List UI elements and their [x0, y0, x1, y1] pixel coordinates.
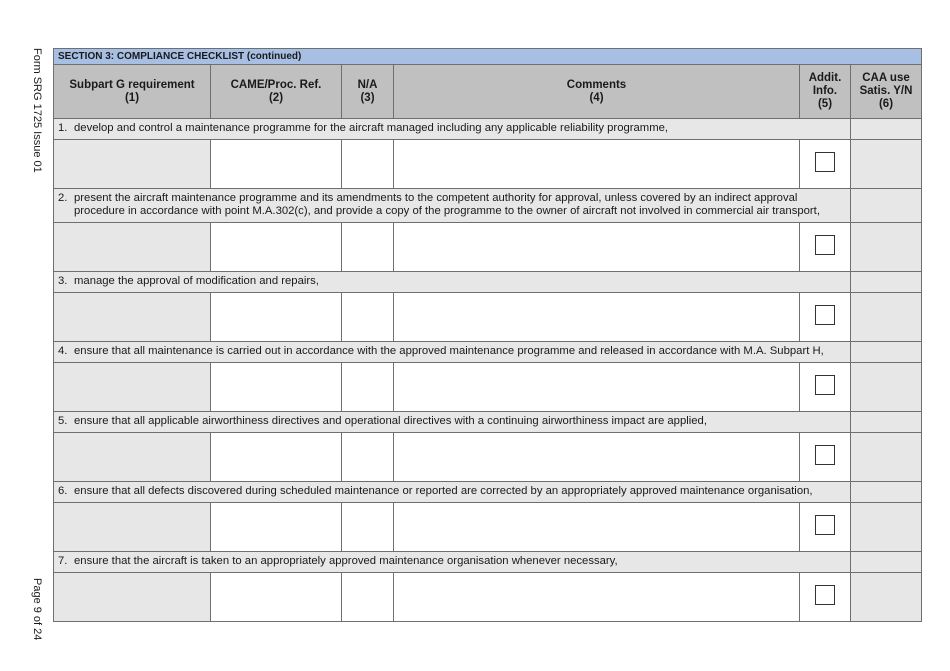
comments-field-input[interactable]: [394, 433, 799, 481]
requirement-text-cell: [54, 482, 851, 503]
caa-satis-cell: [851, 573, 922, 622]
column-header-caa-use-satis: [851, 65, 922, 119]
comments-field-input[interactable]: [394, 573, 799, 621]
comments-field-input[interactable]: [394, 293, 799, 341]
requirement-text: manage the approval of modification and repairs,: [74, 275, 319, 287]
n-a-field[interactable]: [342, 503, 394, 552]
answer-row: [54, 223, 922, 272]
caa-use-cell: [851, 552, 922, 573]
n-a-field[interactable]: [342, 363, 394, 412]
addit-info-cell: [800, 140, 851, 189]
comments-field-input[interactable]: [394, 223, 799, 271]
comments-field[interactable]: [394, 433, 800, 482]
requirement-number: 2.: [58, 192, 68, 204]
column-title: Addit. Info.: [808, 72, 842, 97]
caa-satis-cell: [851, 223, 922, 272]
answer-row: [54, 503, 922, 552]
caa-use-cell: [851, 412, 922, 433]
answer-row: [54, 140, 922, 189]
requirement-blank-cell: [54, 140, 211, 189]
caa-satis-cell: [851, 363, 922, 412]
requirement-row: [54, 552, 922, 573]
came-proc-ref-field[interactable]: [211, 223, 342, 272]
n-a-field-input[interactable]: [342, 223, 393, 271]
requirement-blank-cell: [54, 223, 211, 272]
comments-field[interactable]: [394, 363, 800, 412]
came-proc-ref-field[interactable]: [211, 573, 342, 622]
requirement-row: [54, 342, 922, 363]
requirement-text-cell: [54, 272, 851, 293]
came-proc-ref-field-input[interactable]: [211, 573, 341, 621]
requirement-number: 1.: [58, 122, 68, 134]
requirement-row: [54, 272, 922, 293]
comments-field[interactable]: [394, 140, 800, 189]
requirement-row: [54, 482, 922, 503]
addit-info-cell: [800, 363, 851, 412]
caa-use-cell: [851, 272, 922, 293]
comments-field[interactable]: [394, 223, 800, 272]
requirement-text: ensure that all defects discovered during scheduled maintenance or reported are corrected by an appropriately approved maintenance organisation,: [74, 485, 813, 497]
comments-field-input[interactable]: [394, 363, 799, 411]
addit-info-cell: [800, 433, 851, 482]
addit-info-checkbox[interactable]: [815, 152, 835, 172]
requirement-row: [54, 412, 922, 433]
column-number: (1): [124, 91, 140, 104]
comments-field-input[interactable]: [394, 140, 799, 188]
addit-info-checkbox[interactable]: [815, 305, 835, 325]
answer-row: [54, 293, 922, 342]
came-proc-ref-field-input[interactable]: [211, 293, 341, 341]
n-a-field[interactable]: [342, 223, 394, 272]
came-proc-ref-field[interactable]: [211, 433, 342, 482]
requirement-row: [54, 119, 922, 140]
caa-satis-cell: [851, 503, 922, 552]
requirement-text-cell: [54, 552, 851, 573]
comments-field[interactable]: [394, 573, 800, 622]
caa-use-cell: [851, 189, 922, 223]
answer-row: [54, 573, 922, 622]
requirement-text: develop and control a maintenance programme for the aircraft managed including any applicable reliability programme,: [74, 122, 669, 134]
came-proc-ref-field[interactable]: [211, 503, 342, 552]
addit-info-cell: [800, 293, 851, 342]
addit-info-cell: [800, 503, 851, 552]
column-header-n-a: [342, 65, 394, 119]
requirement-text-cell: [54, 342, 851, 363]
came-proc-ref-field-input[interactable]: [211, 363, 341, 411]
n-a-field[interactable]: [342, 140, 394, 189]
column-number: (4): [589, 91, 604, 104]
column-header-addit-info: [800, 65, 851, 119]
addit-info-checkbox[interactable]: [815, 235, 835, 255]
caa-use-cell: [851, 342, 922, 363]
form-id-label: Form SRG 1725 Issue 01: [31, 48, 43, 173]
requirement-blank-cell: [54, 433, 211, 482]
column-title: N/A: [357, 78, 378, 91]
requirement-text-cell: [54, 189, 851, 223]
column-number: (3): [360, 91, 375, 104]
answer-row: [54, 363, 922, 412]
comments-field[interactable]: [394, 293, 800, 342]
n-a-field-input[interactable]: [342, 363, 393, 411]
came-proc-ref-field-input[interactable]: [211, 223, 341, 271]
requirement-row: [54, 189, 922, 223]
requirement-text: ensure that the aircraft is taken to an appropriately approved maintenance organisation whenever necessary,: [74, 555, 618, 567]
addit-info-checkbox[interactable]: [815, 585, 835, 605]
compliance-checklist-table: [53, 48, 922, 622]
n-a-field-input[interactable]: [342, 503, 393, 551]
n-a-field[interactable]: [342, 293, 394, 342]
addit-info-cell: [800, 573, 851, 622]
comments-field-input[interactable]: [394, 503, 799, 551]
n-a-field-input[interactable]: [342, 573, 393, 621]
addit-info-checkbox[interactable]: [815, 515, 835, 535]
requirement-number: 7.: [58, 555, 68, 567]
column-number: (6): [878, 98, 894, 110]
requirement-number: 4.: [58, 345, 68, 357]
came-proc-ref-field-input[interactable]: [211, 140, 341, 188]
column-header-comments: [394, 65, 800, 119]
section-title: SECTION 3: COMPLIANCE CHECKLIST (continued): [54, 49, 922, 65]
caa-use-cell: [851, 119, 922, 140]
addit-info-checkbox[interactable]: [815, 445, 835, 465]
page-number-label: Page 9 of 24: [31, 578, 43, 641]
column-title: Comments: [566, 78, 627, 91]
requirement-blank-cell: [54, 363, 211, 412]
addit-info-cell: [800, 223, 851, 272]
came-proc-ref-field[interactable]: [211, 293, 342, 342]
came-proc-ref-field[interactable]: [211, 363, 342, 412]
requirement-number: 6.: [58, 485, 68, 497]
requirement-blank-cell: [54, 573, 211, 622]
answer-row: [54, 433, 922, 482]
requirement-text-cell: [54, 412, 851, 433]
addit-info-checkbox[interactable]: [815, 375, 835, 395]
n-a-field-input[interactable]: [342, 140, 393, 188]
n-a-field[interactable]: [342, 433, 394, 482]
n-a-field-input[interactable]: [342, 293, 393, 341]
caa-use-cell: [851, 482, 922, 503]
came-proc-ref-field[interactable]: [211, 140, 342, 189]
requirement-text: ensure that all applicable airworthiness directives and operational directives with a continuing airworthiness impact are applied,: [74, 415, 707, 427]
column-title: CAME/Proc. Ref.: [230, 78, 322, 91]
n-a-field-input[interactable]: [342, 433, 393, 481]
caa-satis-cell: [851, 293, 922, 342]
column-number: (5): [817, 98, 833, 110]
column-header-subpart-g-requirement: [54, 65, 211, 119]
came-proc-ref-field-input[interactable]: [211, 433, 341, 481]
column-header-came-proc-ref: [211, 65, 342, 119]
n-a-field[interactable]: [342, 573, 394, 622]
requirement-text: present the aircraft maintenance programme and its amendments to the competent authority for approval, unless covered by an indirect approval procedure in accordance with point M.A.302(c), and provide a copy of the programme to the owner of aircraft not involved in commercial air transport,: [74, 192, 820, 217]
came-proc-ref-field-input[interactable]: [211, 503, 341, 551]
requirement-text: ensure that all maintenance is carried out in accordance with the approved maintenance programme and released in accordance with M.A. Subpart H,: [74, 345, 824, 357]
column-title: CAA use Satis. Y/N: [859, 72, 913, 97]
requirement-blank-cell: [54, 293, 211, 342]
requirement-number: 5.: [58, 415, 68, 427]
requirement-blank-cell: [54, 503, 211, 552]
requirement-number: 3.: [58, 275, 68, 287]
column-number: (2): [268, 91, 284, 104]
column-title: Subpart G requirement: [69, 78, 195, 91]
requirement-text-cell: [54, 119, 851, 140]
comments-field[interactable]: [394, 503, 800, 552]
caa-satis-cell: [851, 433, 922, 482]
caa-satis-cell: [851, 140, 922, 189]
